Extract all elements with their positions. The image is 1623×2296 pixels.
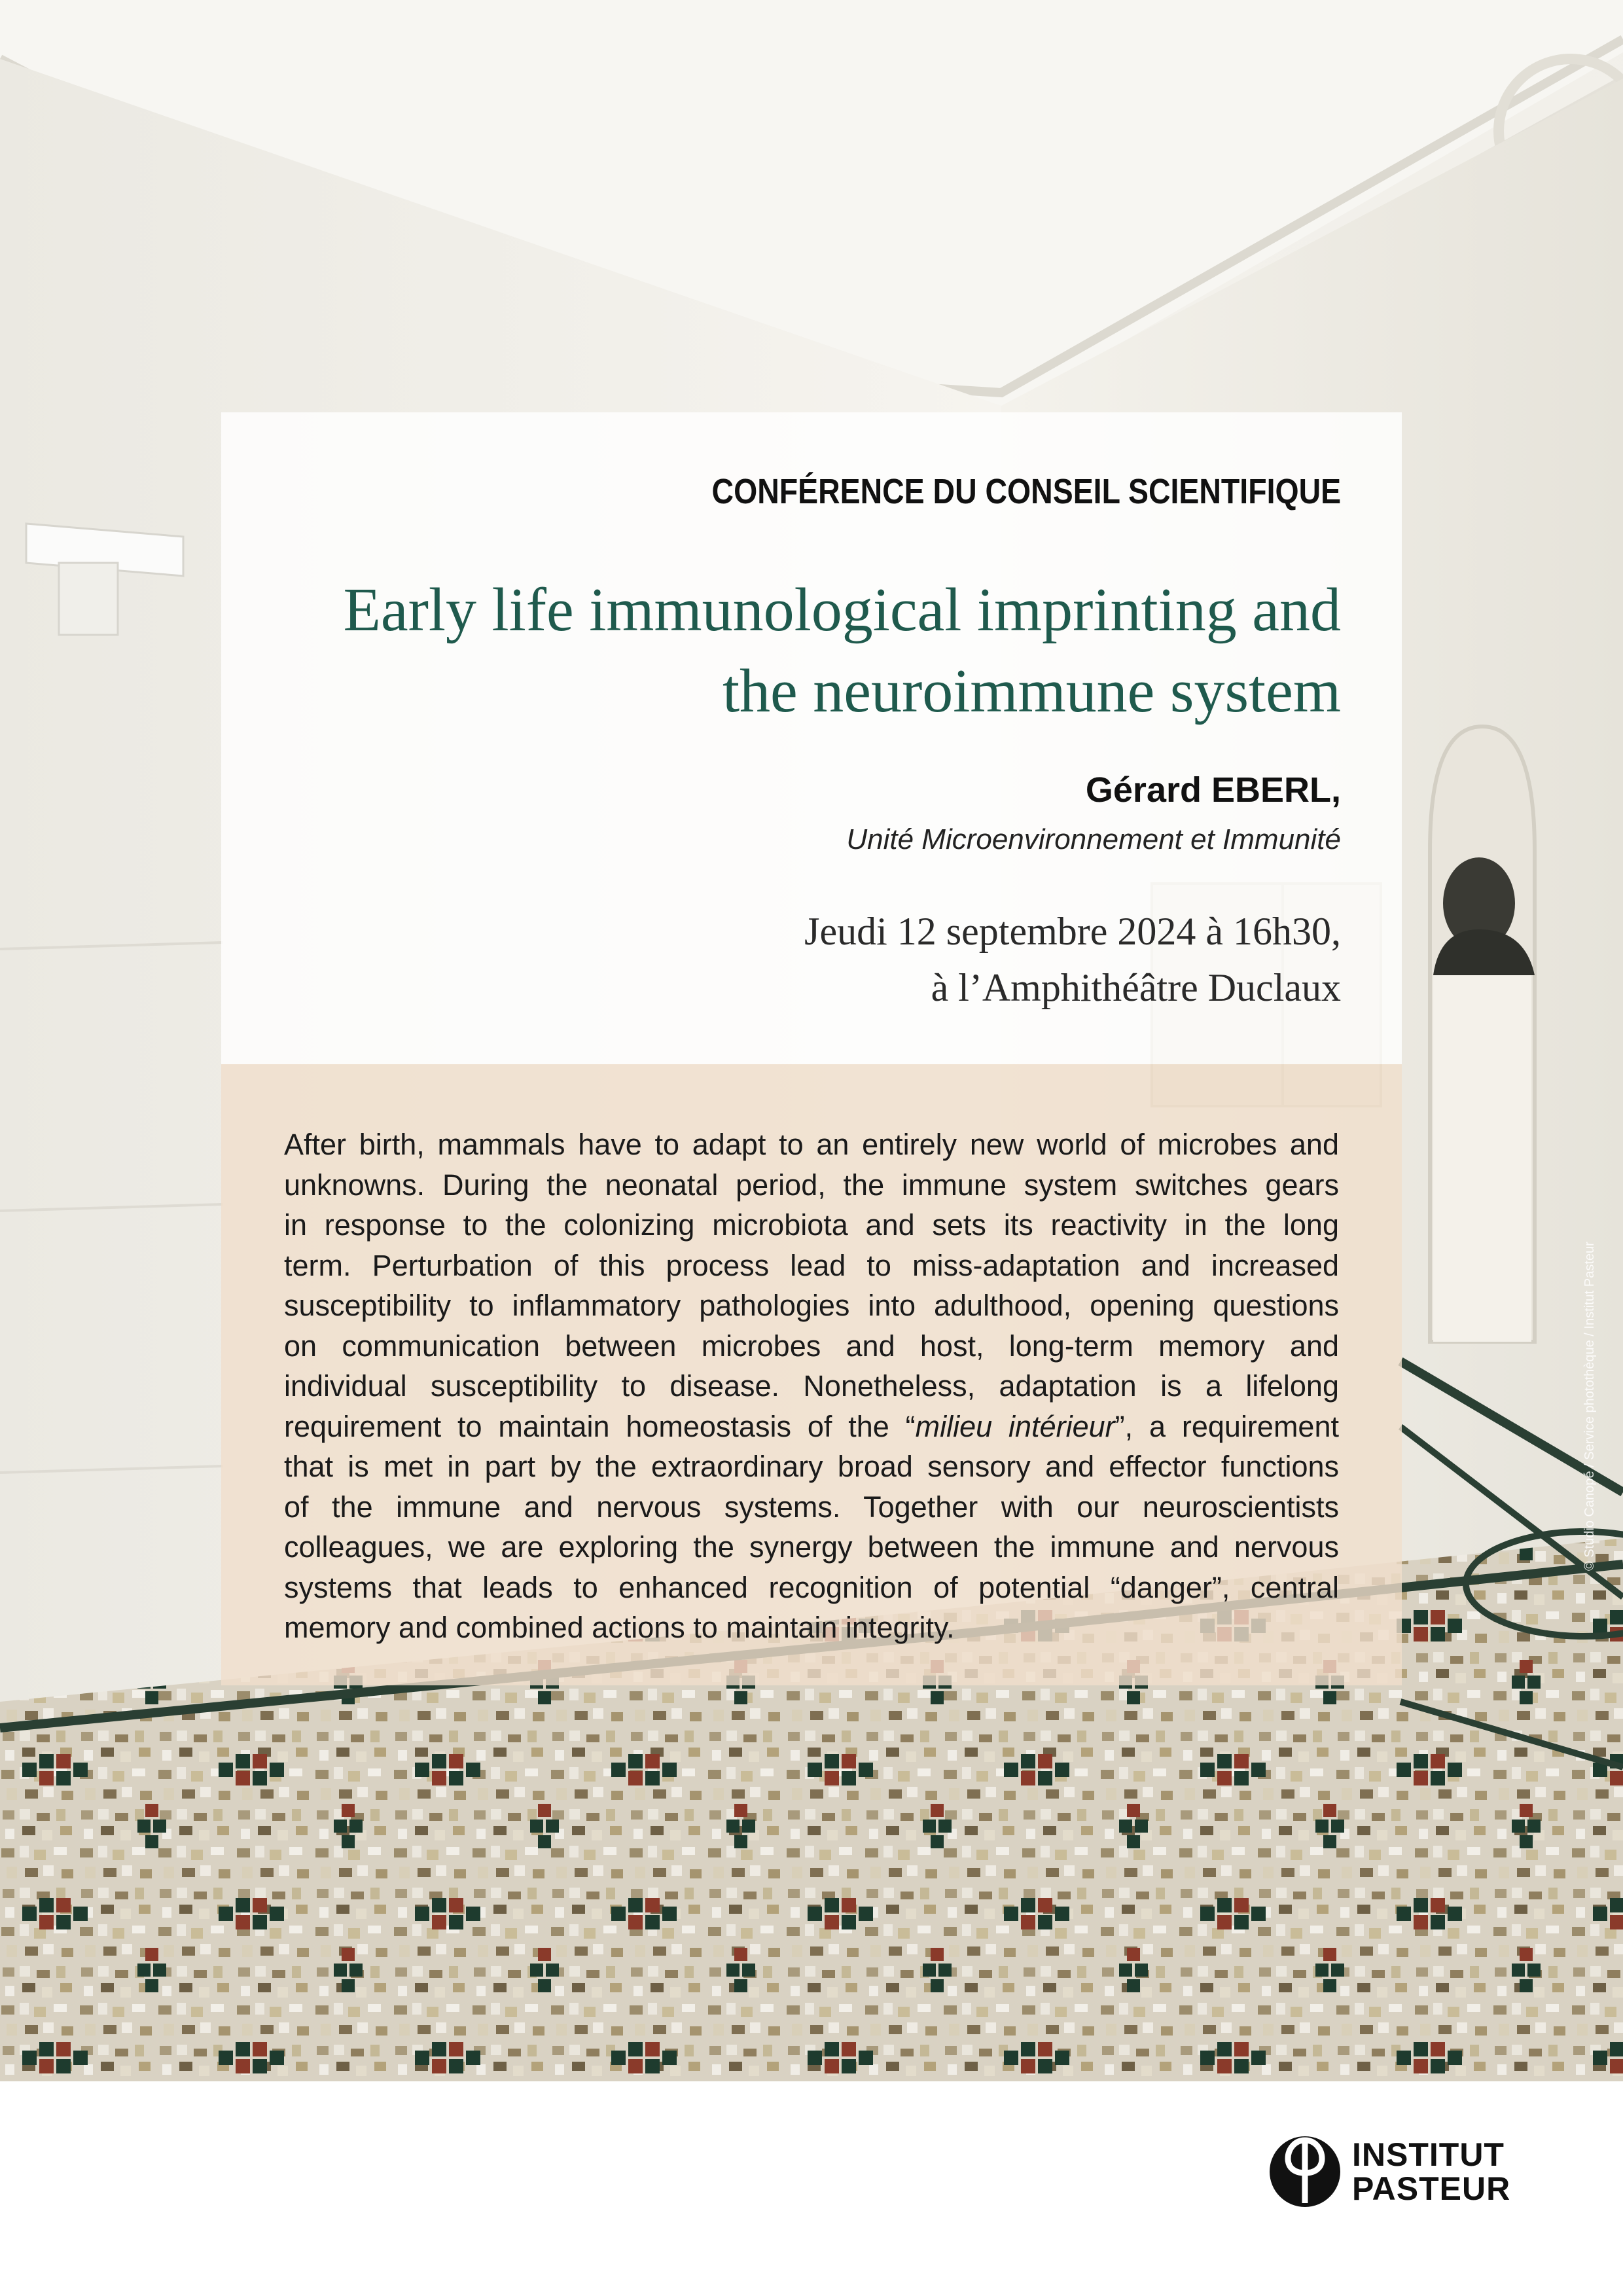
speaker-name: Gérard EBERL,: [1085, 770, 1341, 810]
talk-title-line-1: Early life immunological imprinting and: [343, 576, 1341, 644]
header-panel: [221, 412, 1402, 1064]
abstract-line: term. Perturbation of this process lead to miss-adaptation and increased: [284, 1248, 1339, 1282]
abstract-text: [284, 1124, 1339, 1648]
talk-title-line-2: the neuroimmune system: [722, 657, 1341, 725]
abstract-line: in response to the colonizing microbiota and sets its reactivity in the long: [284, 1208, 1339, 1242]
abstract-line: individual susceptibility to disease. Nonetheless, adaptation is a lifelong: [284, 1369, 1339, 1403]
abstract-line: colleagues, we are exploring the synergy between the immune and nervous: [284, 1530, 1339, 1564]
abstract-line: unknowns. During the neonatal period, the immune system switches gears: [284, 1168, 1339, 1202]
logo-wordmark: [1352, 2138, 1510, 2206]
abstract-line: After birth, mammals have to adapt to an entirely new world of microbes and: [284, 1128, 1339, 1161]
speaker-affiliation: Unité Microenvironnement et Immunité: [846, 823, 1341, 855]
logo-line-1: INSTITUT: [1352, 2136, 1505, 2173]
photo-credit: © Studio Canopé / Service photothèque / Institut Pasteur: [1582, 1242, 1597, 1571]
institut-pasteur-logo: [1268, 2135, 1537, 2208]
event-date: Jeudi 12 septembre 2024 à 16h30,: [804, 910, 1341, 953]
abstract-line: on communication between microbes and host, long-term memory and: [284, 1329, 1339, 1363]
talk-title: [261, 569, 1341, 732]
event-venue: à l’Amphithéâtre Duclaux: [931, 966, 1341, 1009]
abstract-line: of the immune and nervous systems. Together with our neuroscientists: [284, 1490, 1339, 1524]
abstract-line: memory and combined actions to maintain integrity.: [284, 1611, 955, 1644]
logo-line-2: PASTEUR: [1352, 2170, 1511, 2207]
event-series-label: CONFÉRENCE DU CONSEIL SCIENTIFIQUE: [711, 472, 1341, 511]
abstract-line: systems that leads to enhanced recognition of potential “danger”, central: [284, 1570, 1339, 1604]
abstract-line: that is met in part by the extraordinary broad sensory and effector functions: [284, 1450, 1339, 1483]
abstract-line: susceptibility to inflammatory pathologies into adulthood, opening questions: [284, 1289, 1339, 1322]
event-date-venue: [804, 903, 1341, 1016]
pasteur-emblem-icon: [1268, 2135, 1342, 2208]
abstract-emphasis: milieu intérieur: [915, 1409, 1115, 1443]
abstract-fragment: ”, a requirement: [1115, 1409, 1339, 1443]
abstract-line-with-emphasis: [284, 1407, 1339, 1447]
abstract-fragment: requirement to maintain homeostasis of the “: [284, 1409, 916, 1443]
abstract-panel: [221, 1064, 1402, 1685]
